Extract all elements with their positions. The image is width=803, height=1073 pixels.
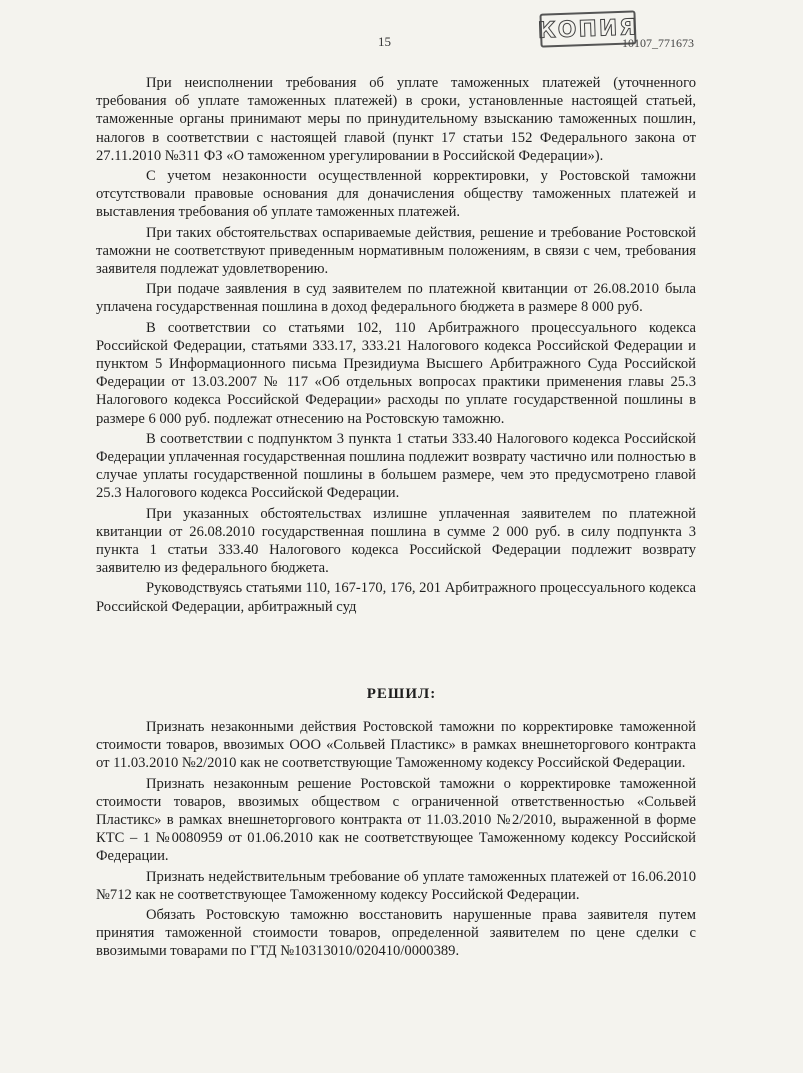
stamp-text: КОПИЯ — [537, 14, 639, 44]
paragraph: При таких обстоятельствах оспариваемые действия, решение и требование Ростовской таможни не соответствуют приведенным нормативным положениям, в связи с чем, требования заявителя подлежат удовлетворению. — [96, 224, 696, 278]
decision-item: Признать недействительным требование об уплате таможенных платежей от 16.06.2010 №712 как не соответствующее Таможенному кодексу Российской Федерации. — [96, 868, 696, 903]
body-text — [96, 74, 696, 618]
decision-text — [96, 718, 696, 963]
decision-heading: РЕШИЛ: — [366, 686, 437, 702]
decision-item: Признать незаконными действия Ростовской таможни по корректировке таможенной стоимости товаров, ввозимых ООО «Сольвей Пластикс» в рамках внешнеторгового контракта от 11.03.2010 №2/2010 как не соответствующие Таможенному кодексу Российской Федерации. — [96, 719, 696, 772]
document-number: 10107_771673 — [622, 36, 694, 50]
decision-item: Обязать Ростовскую таможню восстановить нарушенные права заявителя путем принятия таможенной стоимости товаров, определенной заявителем по цене сделки с ввозимыми товарами по ГТД №10313010/020410/0000389. — [96, 907, 696, 960]
paragraph: При подаче заявления в суд заявителем по платежной квитанции от 26.08.2010 была уплачена государственная пошлина в доход федерального бюджета в размере 8 000 руб. — [96, 281, 696, 316]
decision-item: Признать незаконным решение Ростовской таможни о корректировке таможенной стоимости товаров, ввозимых обществом с ограниченной ответственностью «Сольвей Пластикс» в рамках внешнеторгового контракта от 11.03.2010 №2/2010, выраженной в форме КТС – 1 №0080959 от 01.06.2010 как не соответствующее Таможенному кодексу Российской Федерации. — [96, 775, 696, 865]
paragraph: При неисполнении требования об уплате таможенных платежей (уточненного требования об уплате таможенных платежей) в сроки, установленные настоящей статьей, таможенные органы принимают меры по принудительному взысканию таможенных пошлин, налогов в соответствии с настоящей главой (пункт 17 статьи 152 Федерального закона от 27.11.2010 №311 ФЗ «О таможенном урегулировании в Российской Федерации»). — [96, 75, 696, 164]
paragraph: С учетом незаконности осуществленной корректировки, у Ростовской таможни отсутствовали правовые основания для доначисления обществу таможенных платежей и выставления требования об уплате таможенных платежей. — [96, 168, 696, 221]
paragraph: Руководствуясь статьями 110, 167-170, 176, 201 Арбитражного процессуального кодекса Российской Федерации, арбитражный суд — [96, 580, 696, 615]
paragraph: В соответствии с подпунктом 3 пункта 1 статьи 333.40 Налогового кодекса Российской Федерации уплаченная государственная пошлина подлежит возврату частично или полностью в случае уплаты государственной пошлины в большем размере, чем это предусмотрено главой 25.3 Налогового кодекса Российской Федерации. — [96, 430, 696, 502]
paragraph: При указанных обстоятельствах излишне уплаченная заявителем по платежной квитанции от 26.08.2010 государственная пошлина в сумме 2 000 руб. в силу подпункта 3 пункта 1 статьи 333.40 Налогового кодекса Российской Федерации подлежит возврату заявителю из федерального бюджета. — [96, 505, 696, 577]
page-number: 15 — [378, 34, 391, 49]
paragraph: В соответствии со статьями 102, 110 Арбитражного процессуального кодекса Российской Федерации, статьями 333.17, 333.21 Налогового кодекса Российской Федерации и пунктом 5 Информационного письма Президиума Высшего Арбитражного Суда Российской Федерации от 13.03.2007 № 117 «Об отдельных вопросах практики применения главы 25.3 Налогового кодекса Российской Федерации» расходы по уплате государственной пошлины в размере 6 000 руб. подлежат отнесению на Ростовскую таможню. — [96, 319, 696, 427]
